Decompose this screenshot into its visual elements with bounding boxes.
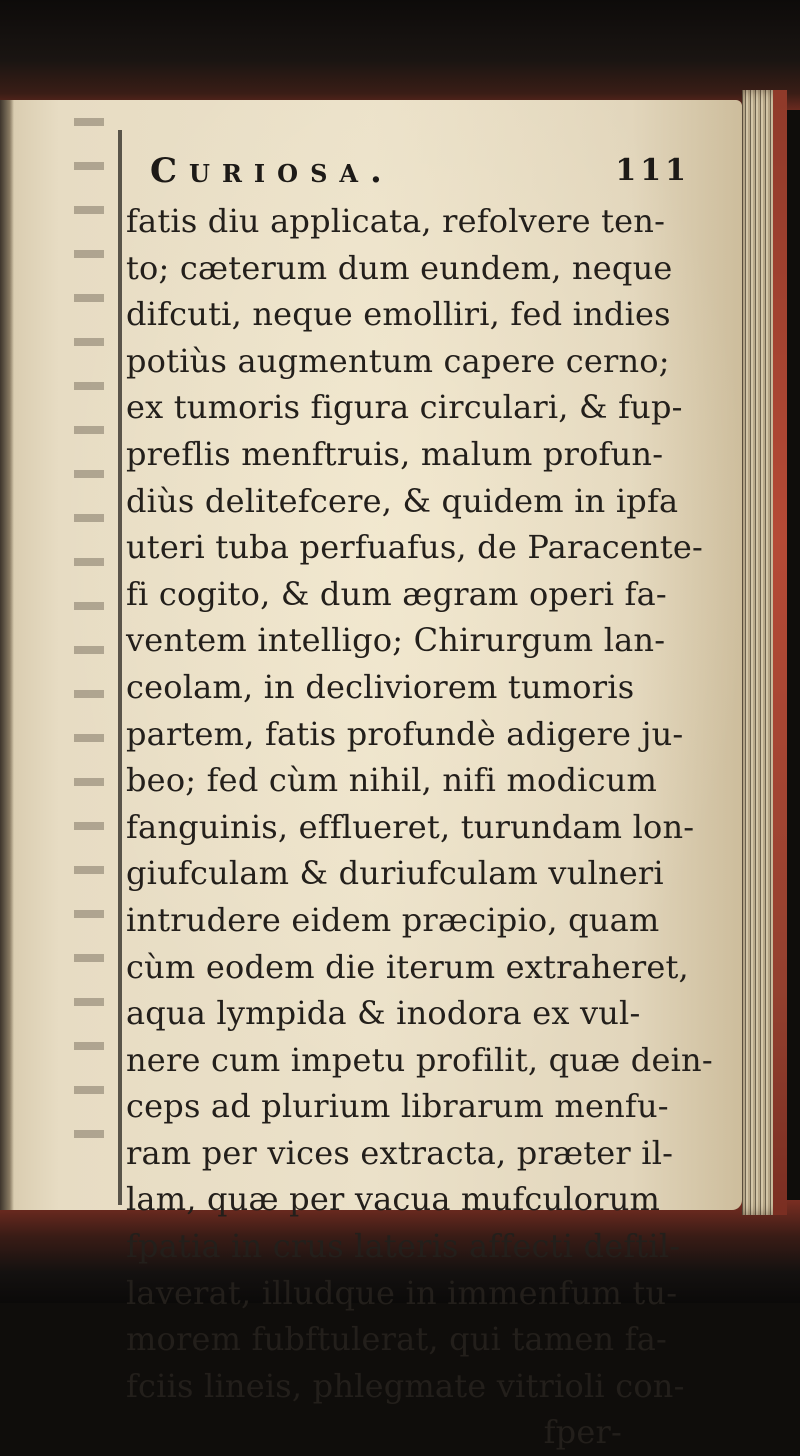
- text-line: uteri tuba perfuafus, de Paracente-: [126, 528, 703, 567]
- text-line: ventem intelligo; Chirurgum lan-: [126, 621, 666, 660]
- text-line: fanguinis, efflueret, turundam lon-: [126, 807, 695, 846]
- book-top-edge: [0, 0, 800, 110]
- text-line: ceolam, in decliviorem tumoris: [126, 667, 635, 706]
- text-line: fatis diu applicata, refolvere ten-: [126, 202, 666, 240]
- text-line: fpatia in crus lateris affecti deftil-: [126, 1227, 681, 1266]
- text-line: laverat, illudque in immenfum tu-: [126, 1273, 678, 1312]
- text-line: morem fubftulerat, qui tamen fa-: [126, 1320, 667, 1359]
- text-line: cùm eodem die iterum extraheret,: [126, 947, 689, 986]
- book-page: [0, 100, 742, 1452]
- book-fore-edge: [742, 90, 787, 1215]
- text-line: beo; fed cùm nihil, nifi modicum: [126, 761, 658, 800]
- text-line: aqua lympida & inodora ex vul-: [126, 994, 641, 1033]
- text-line: ex tumoris figura circulari, & fup-: [126, 388, 683, 427]
- text-line: partem, fatis profundè adigere ju-: [126, 714, 684, 753]
- catchword: fper-: [543, 1413, 622, 1452]
- text-line: difcuti, neque emolliri, fed indies: [126, 295, 671, 334]
- page-number: 111: [615, 153, 690, 188]
- text-line: to; cæterum dum eundem, neque: [126, 248, 673, 287]
- running-head: Curiosa.: [150, 151, 394, 191]
- page-header: [150, 148, 690, 194]
- text-line: potiùs augmentum capere cerno;: [126, 341, 670, 380]
- text-line: fciis lineis, phlegmate vitrioli con-: [126, 1366, 685, 1405]
- text-line: fi cogito, & dum ægram operi fa-: [126, 574, 667, 613]
- red-sprinkled-edge: [773, 90, 787, 1215]
- text-line: ceps ad plurium librarum menfu-: [126, 1087, 669, 1126]
- text-line: diùs delitefcere, & quidem in ipfa: [126, 481, 679, 520]
- text-line: giufculam & duriufculam vulneri: [126, 854, 664, 893]
- text-line: nere cum impetu profilit, quæ dein-: [126, 1040, 713, 1079]
- text-line: intrudere eidem præcipio, quam: [126, 900, 660, 939]
- text-line: lam, quæ per vacua mufculorum: [126, 1180, 661, 1219]
- text-block: [122, 198, 732, 1456]
- page-gutter-shadow: [0, 100, 14, 1210]
- text-line: preflis menftruis, malum profun-: [126, 434, 664, 473]
- previous-page-show-through: [74, 118, 104, 1168]
- text-line: ram per vices extracta, præter il-: [126, 1133, 674, 1172]
